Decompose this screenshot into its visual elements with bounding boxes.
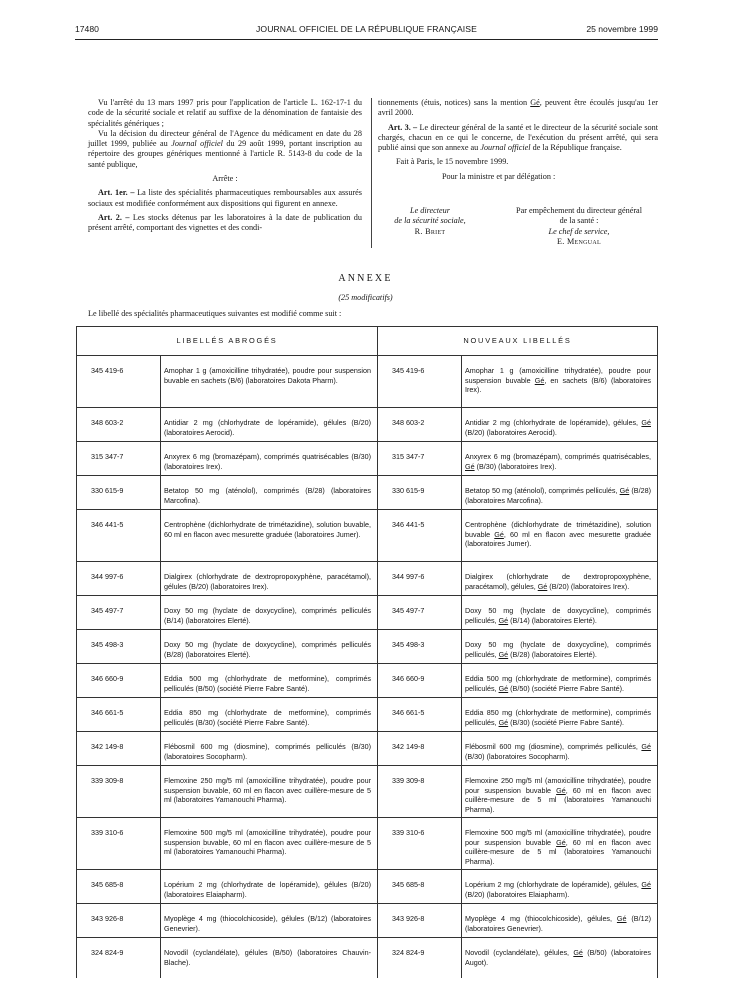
new-code: 346 660-9 xyxy=(378,664,462,698)
table-row xyxy=(77,562,658,596)
generic-mention: Gé xyxy=(641,880,651,889)
new-label: Amophar 1 g (amoxicilline trihydratée), poudre pour suspension buvable Gé, en sachets (B/6) (laboratoires Irex). xyxy=(462,356,658,408)
signature-left: Le directeur de la sécurité sociale, R. Briet xyxy=(370,206,490,237)
table-row xyxy=(77,732,658,766)
generic-mention: Gé xyxy=(498,649,509,659)
libelles-table xyxy=(76,326,658,978)
new-label: Doxy 50 mg (hyclate de doxycycline), comprimés pelliculés, Gé (B/28) (laboratoires Elerté). xyxy=(462,630,658,664)
arrete-heading: Arrête : xyxy=(212,174,238,184)
visa-1: Vu l'arrêté du 13 mars 1997 pris pour l'application de l'article L. 162-17-1 du code de la sécurité sociale et relatif au suffixe de la dénomination de fantaisie des spécialités génériques ; xyxy=(88,98,362,128)
right-column xyxy=(378,98,658,182)
old-code: 344 997-6 xyxy=(77,562,161,596)
old-label: Anxyrex 6 mg (bromazépam), comprimés quatrisécables (B/30) (laboratoires Irex). xyxy=(161,442,378,476)
new-code: 346 441-5 xyxy=(378,510,462,562)
new-code: 315 347-7 xyxy=(378,442,462,476)
generic-mention: Gé xyxy=(465,461,475,471)
old-code: 330 615-9 xyxy=(77,476,161,510)
generic-mention: Gé xyxy=(556,837,566,847)
issue-date: 25 novembre 1999 xyxy=(586,24,658,34)
old-code: 339 310-6 xyxy=(77,818,161,870)
header-old-labels: LIBELLÉS ABROGÉS xyxy=(77,327,378,356)
table-row xyxy=(77,664,658,698)
old-code: 345 419-6 xyxy=(77,356,161,408)
annexe-subtitle: (25 modificatifs) xyxy=(338,293,393,302)
old-label: Doxy 50 mg (hyclate de doxycycline), comprimés pelliculés (B/28) (laboratoires Elerté). xyxy=(161,630,378,664)
article-2-continued: tionnements (étuis, notices) sans la mention Gé, peuvent être écoulés jusqu'au 1er avril 2000. xyxy=(378,98,658,118)
table-row xyxy=(77,766,658,818)
generic-mention: Gé xyxy=(641,418,651,427)
article-1: Art. 1er. – La liste des spécialités pharmaceutiques remboursables aux assurés sociaux est modifiée conformément aux dispositions qui figurent en annexe. xyxy=(88,188,362,208)
table-row xyxy=(77,476,658,510)
new-code: 330 615-9 xyxy=(378,476,462,510)
old-label: Amophar 1 g (amoxicilline trihydratée), poudre pour suspension buvable en sachets (B/6) (laboratoires Dakota Pharm). xyxy=(161,356,378,408)
old-code: 345 685-8 xyxy=(77,870,161,904)
generic-mention: Gé xyxy=(641,742,651,751)
new-label: Flemoxine 500 mg/5 ml (amoxicilline trihydratée), poudre pour suspension buvable Gé, 60 ml en flacon avec cuillère-mesure de 5 ml (laboratoires Yamanouchi Pharma). xyxy=(462,818,658,870)
new-label: Myoplège 4 mg (thiocolchicoside), gélules, Gé (B/12) (laboratoires Genevrier). xyxy=(462,904,658,938)
signatory-briet: R. Briet xyxy=(414,226,446,236)
generic-mention: Gé xyxy=(573,948,583,957)
old-label: Flemoxine 500 mg/5 ml (amoxicilline trihydratée), poudre pour suspension buvable, 60 ml en flacon avec cuillère-mesure de 5 ml (laboratoires Yamanouchi Pharma). xyxy=(161,818,378,870)
new-code: 324 824-9 xyxy=(378,938,462,978)
left-column xyxy=(88,98,362,234)
header-new-labels: NOUVEAUX LIBELLÉS xyxy=(378,327,658,356)
new-label: Flébosmil 600 mg (diosmine), comprimés pelliculés, Gé (B/30) (laboratoires Socopharm). xyxy=(462,732,658,766)
table-row xyxy=(77,442,658,476)
old-code: 315 347-7 xyxy=(77,442,161,476)
annexe-title: ANNEXE xyxy=(338,273,393,284)
fait-a-paris: Fait à Paris, le 15 novembre 1999. xyxy=(396,157,509,167)
table-row xyxy=(77,698,658,732)
new-code: 346 661-5 xyxy=(378,698,462,732)
journal-title: JOURNAL OFFICIEL DE LA RÉPUBLIQUE FRANÇAISE xyxy=(256,24,477,34)
table-row xyxy=(77,630,658,664)
generic-mention: Gé xyxy=(498,717,509,727)
old-code: 346 441-5 xyxy=(77,510,161,562)
generic-mention: Gé xyxy=(616,914,627,923)
old-label: Dialgirex (chlorhydrate de dextropropoxyphène, paracétamol), gélules (B/20) (laboratoires Irex). xyxy=(161,562,378,596)
new-code: 344 997-6 xyxy=(378,562,462,596)
generic-mention: Gé xyxy=(498,683,509,693)
old-code: 324 824-9 xyxy=(77,938,161,978)
new-label: Eddia 850 mg (chlorhydrate de metformine), comprimés pelliculés, Gé (B/30) (société Pierre Fabre Santé). xyxy=(462,698,658,732)
old-label: Myoplège 4 mg (thiocolchicoside), gélules (B/12) (laboratoires Genevrier). xyxy=(161,904,378,938)
new-label: Eddia 500 mg (chlorhydrate de metformine), comprimés pelliculés, Gé (B/50) (société Pierre Fabre Santé). xyxy=(462,664,658,698)
table-row xyxy=(77,904,658,938)
generic-mention: Gé xyxy=(494,529,504,539)
page-header xyxy=(75,24,658,38)
old-label: Novodil (cyclandélate), gélules (B/50) (laboratoires Chauvin-Blache). xyxy=(161,938,378,978)
old-label: Eddia 850 mg (chlorhydrate de metformine), comprimés pelliculés (B/30) (société Pierre Fabre Santé). xyxy=(161,698,378,732)
new-label: Lopérium 2 mg (chlorhydrate de lopéramide), gélules, Gé (B/20) (laboratoires Elaiapharm). xyxy=(462,870,658,904)
old-label: Antidiar 2 mg (chlorhydrate de lopéramide), gélules (B/20) (laboratoires Aerocid). xyxy=(161,408,378,442)
old-label: Flemoxine 250 mg/5 ml (amoxicilline trihydratée), poudre pour suspension buvable, 60 ml en flacon avec cuillère-mesure de 5 ml (laboratoires Yamanouchi Pharma). xyxy=(161,766,378,818)
new-code: 339 309-8 xyxy=(378,766,462,818)
table-row xyxy=(77,870,658,904)
new-code: 345 419-6 xyxy=(378,356,462,408)
new-label: Antidiar 2 mg (chlorhydrate de lopéramide), gélules, Gé (B/20) (laboratoires Aerocid). xyxy=(462,408,658,442)
table-row xyxy=(77,356,658,408)
signature-right: Par empêchement du directeur général de la santé : Le chef de service, E. Mengual xyxy=(494,206,664,247)
new-code: 342 149-8 xyxy=(378,732,462,766)
new-label: Flemoxine 250 mg/5 ml (amoxicilline trihydratée), poudre pour suspension buvable Gé, 60 ml en flacon avec cuillère-mesure de 5 ml (laboratoires Yamanouchi Pharma). xyxy=(462,766,658,818)
visa-2: Vu la décision du directeur général de l'Agence du médicament en date du 28 juillet 1999, publiée au Journal officiel du 29 août 1999, portant inscription au répertoire des groupes génériques mentionné à l'article R. 5143-8 du code de la santé publique, xyxy=(88,128,362,169)
header-rule xyxy=(75,39,658,40)
old-code: 339 309-8 xyxy=(77,766,161,818)
signatory-mengual: E. Mengual xyxy=(556,236,602,246)
generic-mention: Gé xyxy=(556,785,566,795)
old-code: 348 603-2 xyxy=(77,408,161,442)
new-code: 343 926-8 xyxy=(378,904,462,938)
generic-mention: Gé xyxy=(619,486,630,495)
old-label: Doxy 50 mg (hyclate de doxycycline), comprimés pelliculés (B/14) (laboratoires Elerté). xyxy=(161,596,378,630)
old-label: Centrophène (dichlorhydrate de trimétazidine), solution buvable, 60 ml en flacon avec mesurette graduée (laboratoires Jumer). xyxy=(161,510,378,562)
old-code: 343 926-8 xyxy=(77,904,161,938)
annexe-intro: Le libellé des spécialités pharmaceutiques suivantes est modifié comme suit : xyxy=(88,309,342,318)
new-code: 345 497-7 xyxy=(378,596,462,630)
generic-mention: Gé xyxy=(537,581,548,591)
old-label: Flébosmil 600 mg (diosmine), comprimés pelliculés (B/30) (laboratoires Socopharm). xyxy=(161,732,378,766)
old-code: 345 498-3 xyxy=(77,630,161,664)
new-code: 339 310-6 xyxy=(378,818,462,870)
new-code: 348 603-2 xyxy=(378,408,462,442)
table-row xyxy=(77,408,658,442)
table-row xyxy=(77,510,658,562)
new-label: Betatop 50 mg (aténolol), comprimés pelliculés, Gé (B/28) (laboratoires Marcofina). xyxy=(462,476,658,510)
new-label: Centrophène (dichlorhydrate de trimétazidine), solution buvable Gé, 60 ml en flacon avec mesurette graduée (laboratoires Jumer). xyxy=(462,510,658,562)
old-code: 346 661-5 xyxy=(77,698,161,732)
old-label: Lopérium 2 mg (chlorhydrate de lopéramide), gélules (B/20) (laboratoires Elaiapharm). xyxy=(161,870,378,904)
old-label: Betatop 50 mg (aténolol), comprimés (B/28) (laboratoires Marcofina). xyxy=(161,476,378,510)
table-row xyxy=(77,596,658,630)
new-code: 345 685-8 xyxy=(378,870,462,904)
new-label: Novodil (cyclandélate), gélules, Gé (B/50) (laboratoires Augot). xyxy=(462,938,658,978)
delegation-line: Pour la ministre et par délégation : xyxy=(442,171,556,181)
new-label: Dialgirex (chlorhydrate de dextropropoxyphène, paracétamol), gélules, Gé (B/20) (laboratoires Irex). xyxy=(462,562,658,596)
table-row xyxy=(77,938,658,978)
old-code: 346 660-9 xyxy=(77,664,161,698)
new-code: 345 498-3 xyxy=(378,630,462,664)
generic-mention: Gé xyxy=(534,375,545,385)
page-number: 17480 xyxy=(75,24,99,34)
old-code: 342 149-8 xyxy=(77,732,161,766)
article-3: Art. 3. – Le directeur général de la santé et le directeur de la sécurité sociale sont chargés, chacun en ce qui le concerne, de l'exécution du présent arrêté, qui sera publié ainsi que son annexe au Journal officiel de la République française. xyxy=(378,122,658,153)
old-label: Eddia 500 mg (chlorhydrate de metformine), comprimés pelliculés (B/50) (société Pierre Fabre Santé). xyxy=(161,664,378,698)
old-code: 345 497-7 xyxy=(77,596,161,630)
article-2: Art. 2. – Les stocks détenus par les laboratoires à la date de publication du présent arrêté, comportant des vignettes et des condi- xyxy=(88,212,362,233)
new-label: Anxyrex 6 mg (bromazépam), comprimés quatrisécables, Gé (B/30) (laboratoires Irex). xyxy=(462,442,658,476)
generic-mention: Gé xyxy=(498,615,509,625)
table-row xyxy=(77,818,658,870)
new-label: Doxy 50 mg (hyclate de doxycycline), comprimés pelliculés, Gé (B/14) (laboratoires Elerté). xyxy=(462,596,658,630)
